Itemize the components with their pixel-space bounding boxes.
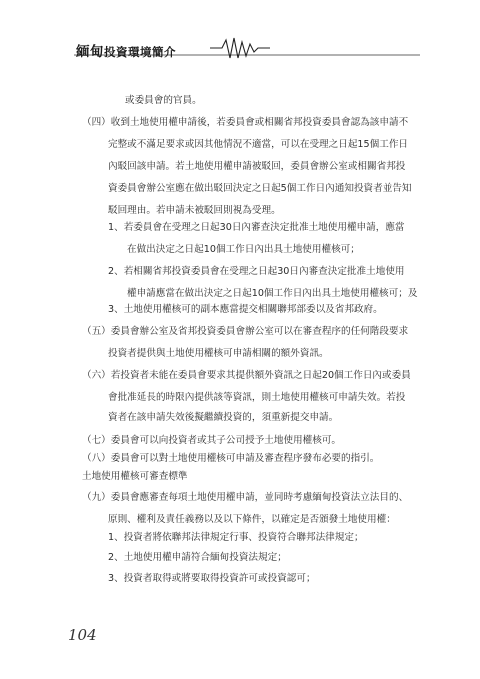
text-line: 3、投資者取得或將要取得投資許可或投資認可； [108, 573, 316, 584]
text-line: 完整或不滿足要求或因其他情況不適當，可以在受理之日起15個工作日 [108, 139, 409, 150]
header-decoration [0, 0, 480, 80]
text-line: （五）委員會辦公室及省邦投資委員會辦公室可以在審查程序的任何階段要求 [82, 326, 409, 337]
text-line: 1、投資者將依聯邦法律規定行事、投資符合聯邦法律規定； [108, 532, 364, 543]
text-line: 投資者提供與土地使用權核可申請相關的額外資訊。 [108, 348, 329, 359]
text-line: 權申請應當在做出決定之日起10個工作日內出具土地使用權核可；及 [127, 288, 418, 299]
text-line: （六）若投資者未能在委員會要求其提供額外資訊之日起20個工作日內或委員 [82, 370, 411, 381]
text-line: （九）委員會應審查每項土地使用權申請，並同時考慮緬甸投資法立法目的、 [82, 492, 409, 503]
text-line: 在做出決定之日起10個工作日內出具土地使用權核可； [127, 244, 360, 255]
text-line: 2、土地使用權申請符合緬甸投資法規定； [108, 552, 287, 563]
text-line: 或委員會的官員。 [125, 95, 202, 106]
text-line: （八）委員會可以對土地使用權核可申請及審查程序發布必要的指引。 [82, 453, 380, 464]
section-heading: 土地使用權核可審查標準 [82, 471, 188, 482]
text-line: 會批准延長的時限內提供該等資訊，則土地使用權核可申請失效。若投 [108, 392, 406, 403]
text-line: （四）收到土地使用權申請後，若委員會或相關省邦投資委員會認為該申請不 [82, 117, 409, 128]
text-line: 內駁回該申請。若土地使用權申請被駁回，委員會辦公室或相關省邦投 [108, 161, 406, 172]
text-line: 1、若委員會在受理之日起30日內審查決定批准土地使用權申請，應當 [108, 222, 405, 233]
text-line: 3、土地使用權核可的副本應當提交相關聯邦部委以及省邦政府。 [108, 304, 383, 315]
text-line: 資者在該申請失效後擬繼續投資的，須重新提交申請。 [108, 412, 339, 423]
text-line: 原則、權利及責任義務以及以下條件，以確定是否頒發土地使用權： [108, 514, 396, 525]
text-line: 駁回理由。若申請未被駁回則視為受理。 [108, 205, 281, 216]
text-line: （七）委員會可以向投資者或其子公司授予土地使用權核可。 [82, 435, 342, 446]
text-line: 2、若相關省邦投資委員會在受理之日起30日內審查決定批准土地使用 [108, 266, 405, 277]
page-number: 104 [68, 626, 97, 644]
text-line: 資委員會辦公室應在做出駁回決定之日起5個工作日內通知投資者並告知 [108, 183, 412, 194]
header-title: 緬甸投資環境簡介 [76, 44, 176, 60]
page-header [0, 0, 480, 80]
